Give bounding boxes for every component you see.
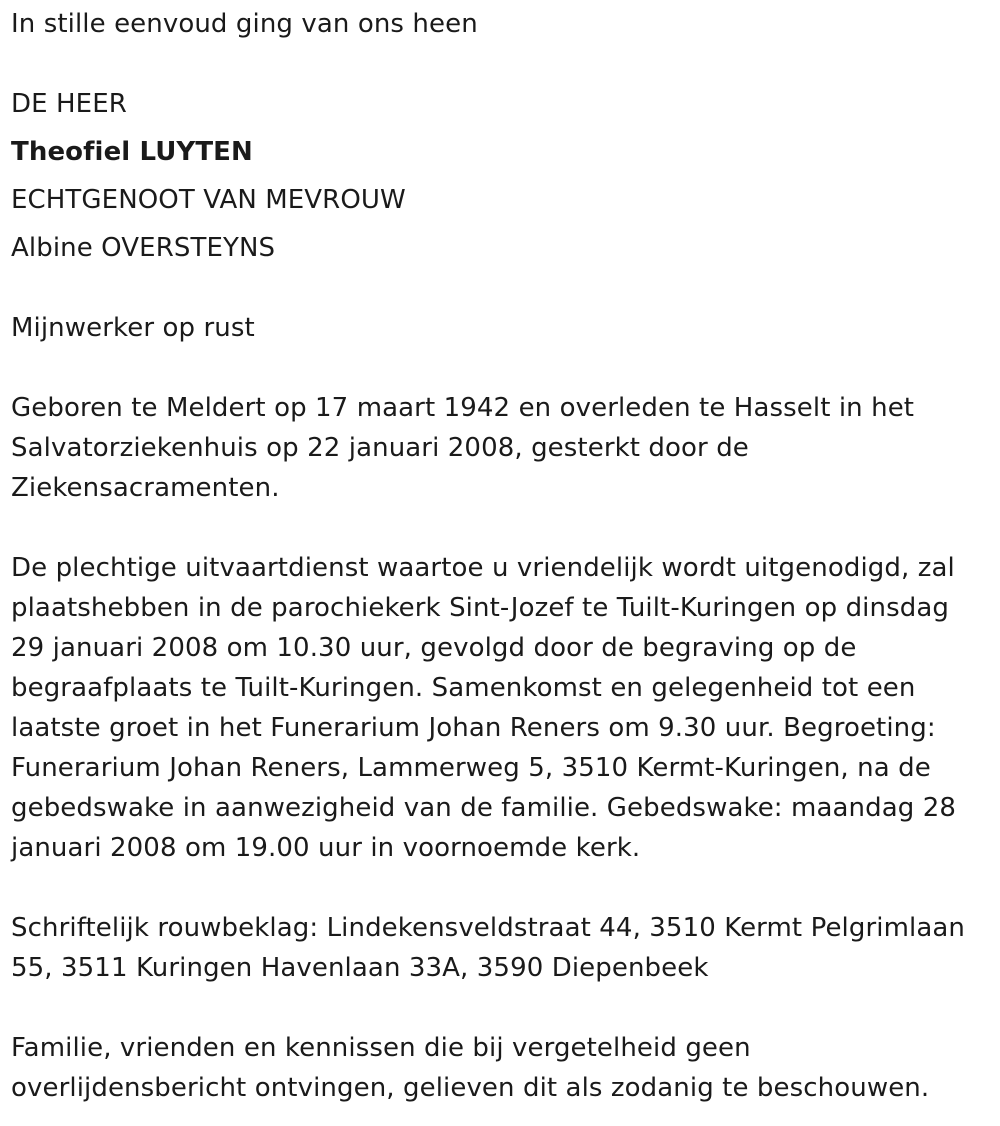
funeral-paragraph: De plechtige uitvaartdienst waartoe u vriendelijk wordt uitgenodigd, zal plaatshebben in de parochiekerk Sint-Jozef te Tuilt-Kuringen op dinsdag 29 januari 2008 om 10.30 uur, gevolgd door de begraving op de begraafplaats te Tuilt-Kuringen. Samenkomst en gelegenheid tot een laatste groet in het Funerarium Johan Reners om 9.30 uur. Begroeting: Funerarium Johan Reners, Lammerweg 5, 3510 Kermt-Kuringen, na de gebedswake in aanwezigheid van de familie. Gebedswake: maandag 28 januari 2008 om 19.00 uur in voornoemde kerk.: [11, 553, 956, 863]
spouse-name: Albine OVERSTEYNS: [11, 233, 276, 263]
closing-paragraph: Familie, vrienden en kennissen die bij vergetelheid geen overlijdensbericht ontvingen, gelieven dit als zodanig te beschouwen.: [11, 1033, 930, 1103]
condolences-paragraph: Schriftelijk rouwbeklag: Lindekensveldstraat 44, 3510 Kermt Pelgrimlaan 55, 3511 Kuringen Havenlaan 33A, 3590 Diepenbeek: [11, 913, 965, 983]
relation-line: ECHTGENOOT VAN MEVROUW: [11, 185, 406, 215]
salutation: DE HEER: [11, 89, 127, 119]
occupation: Mijnwerker op rust: [11, 313, 255, 343]
deceased-name: Theofiel LUYTEN: [11, 137, 253, 167]
intro-line: In stille eenvoud ging van ons heen: [11, 9, 478, 39]
birth-death-paragraph: Geboren te Meldert op 17 maart 1942 en overleden te Hasselt in het Salvatorziekenhuis op 22 januari 2008, gesterkt door de Ziekensacramenten.: [11, 393, 915, 503]
